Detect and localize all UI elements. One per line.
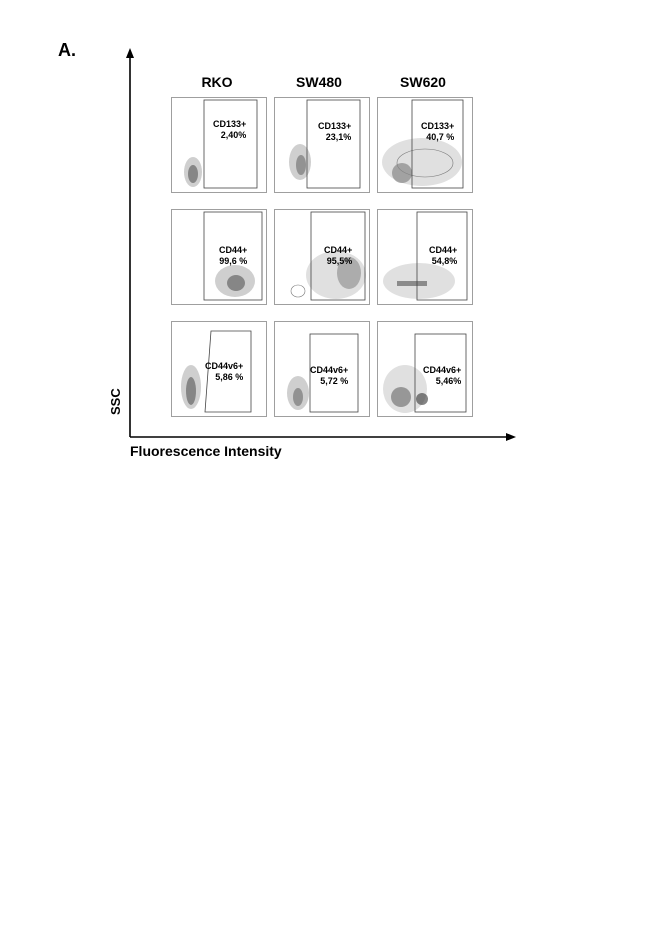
plot-sw480-cd44v6	[274, 321, 370, 417]
y-arrow-head-icon	[126, 48, 134, 58]
x-axis-label: Fluorescence Intensity	[130, 443, 282, 459]
y-axis-label: SSC	[108, 388, 123, 415]
gate-label: CD44+ 54,8%	[429, 245, 458, 266]
gate-label: CD44v6+ 5,86 %	[205, 361, 244, 382]
column-title-sw620: SW620	[400, 74, 446, 90]
x-arrow-head-icon	[506, 433, 516, 441]
gate-label: CD133+ 2,40%	[213, 119, 247, 140]
column-title-rko: RKO	[201, 74, 233, 90]
gate-label: CD44v6+ 5,46%	[423, 365, 462, 386]
column-title-sw480: SW480	[296, 74, 342, 90]
gate-label: CD133+ 40,7 %	[421, 121, 455, 142]
plot-rko-cd133	[171, 97, 267, 193]
gate-label: CD44v6+ 5,72 %	[310, 365, 349, 386]
plot-sw480-cd133	[274, 97, 370, 193]
plot-sw480-cd44	[274, 209, 370, 305]
plot-rko-cd44	[171, 209, 267, 305]
plot-sw620-cd44v6	[377, 321, 473, 417]
figure-panel-label: A.	[58, 40, 76, 60]
gate-label: CD133+ 23,1%	[318, 121, 352, 142]
gate-label: CD44+ 95,5%	[324, 245, 353, 266]
gate-label: CD44+ 99,6 %	[219, 245, 248, 266]
plot-rko-cd44v6	[171, 321, 267, 417]
plot-sw620-cd133	[377, 97, 473, 193]
plot-sw620-cd44	[377, 209, 473, 305]
